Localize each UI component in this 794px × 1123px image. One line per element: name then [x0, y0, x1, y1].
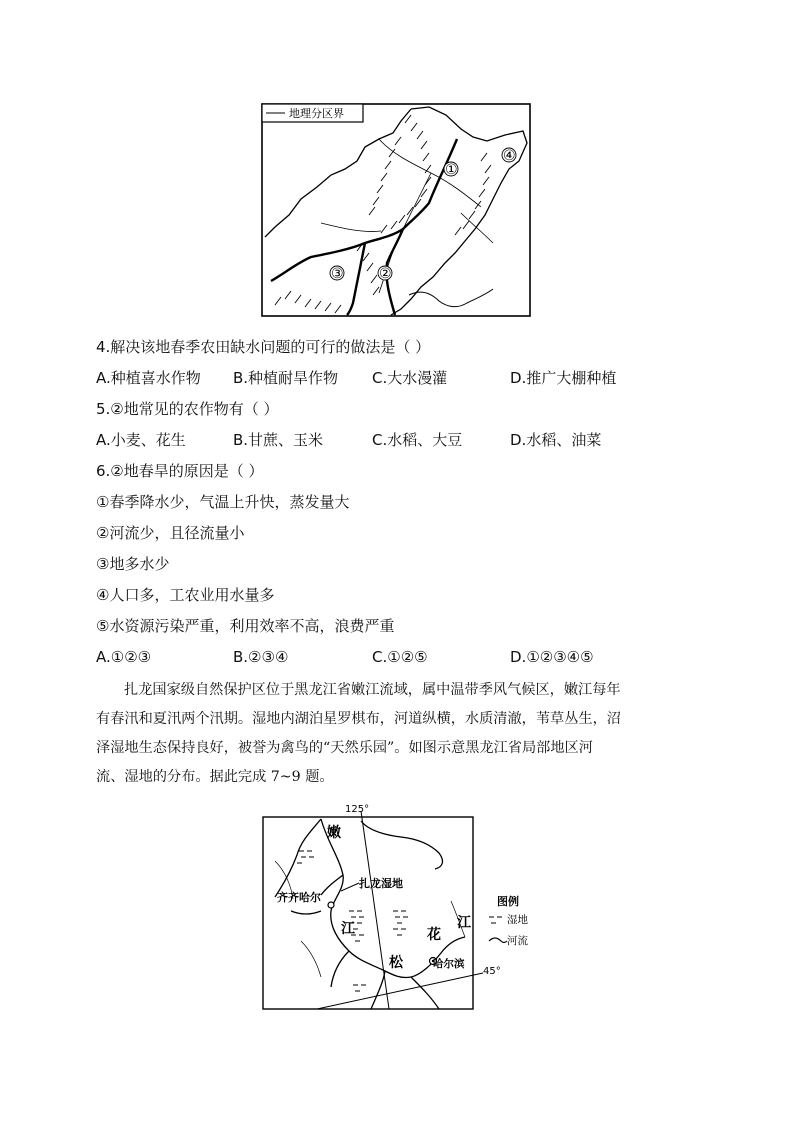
map1-legend-label: 地理分区界 — [289, 107, 344, 120]
question-6-stem: 6.②地春旱的原因是（ ） — [96, 462, 264, 480]
q6-option-d[interactable]: D.①②③④⑤ — [510, 648, 594, 666]
q4-option-b[interactable]: B.种植耐旱作物 — [233, 369, 339, 387]
northeast-region-map — [261, 103, 531, 317]
passage-line-1: 扎龙国家级自然保护区位于黑龙江省嫩江流域，属中温带季风气候区，嫩江每年 — [124, 682, 621, 698]
label-qiqihar: 齐齐哈尔 — [277, 891, 321, 904]
marker-1: ① — [445, 162, 458, 178]
latitude-label: 45° — [483, 966, 501, 977]
passage-line-4: 流、湿地的分布。据此完成 7~9 题。 — [96, 769, 334, 785]
q5-option-a[interactable]: A.小麦、花生 — [96, 431, 186, 449]
q5-option-c[interactable]: C.水稻、大豆 — [372, 431, 463, 449]
label-zhalong: 扎龙湿地 — [359, 877, 403, 890]
q6-statement-4: ④人口多，工农业用水量多 — [96, 586, 275, 604]
q6-statement-1: ①春季降水少，气温上升快，蒸发量大 — [96, 493, 350, 511]
qiqihar-dot — [328, 902, 334, 908]
marker-4: ④ — [503, 148, 516, 164]
marker-2: ② — [379, 266, 392, 282]
legend-title: 图例 — [497, 895, 519, 908]
label-song: 松 — [389, 955, 403, 971]
label-harbin: 哈尔滨 — [433, 958, 465, 970]
q4-option-d[interactable]: D.推广大棚种植 — [510, 369, 617, 387]
legend-wetland-label: 湿地 — [507, 914, 528, 926]
longitude-label: 125° — [345, 804, 370, 815]
zhalong-wetland-map — [261, 801, 537, 1011]
q5-option-b[interactable]: B.甘蔗、玉米 — [233, 431, 324, 449]
q4-option-c[interactable]: C.大水漫灌 — [372, 369, 448, 387]
reading-passage — [96, 676, 696, 792]
legend-wetland-symbol — [489, 917, 502, 923]
question-4-stem: 4.解决该地春季农田缺水问题的可行的做法是（ ） — [96, 338, 431, 356]
q6-statement-2: ②河流少，且径流量小 — [96, 524, 245, 542]
q6-option-b[interactable]: B.②③④ — [233, 648, 289, 666]
q5-option-d[interactable]: D.水稻、油菜 — [510, 431, 602, 449]
label-hua: 花 — [427, 927, 441, 943]
label-nen: 嫩 — [327, 825, 341, 841]
passage-line-2: 有春汛和夏汛两个汛期。湿地内湖泊星罗棋布，河道纵横，水质清澈，苇草丛生，沼 — [96, 711, 621, 727]
legend-river-label: 河流 — [507, 935, 528, 947]
marker-3: ③ — [331, 266, 344, 282]
q6-option-a[interactable]: A.①②③ — [96, 648, 152, 666]
label-jiang2: 江 — [457, 915, 471, 931]
q6-option-c[interactable]: C.①②⑤ — [372, 648, 428, 666]
q4-option-a[interactable]: A.种植喜水作物 — [96, 369, 201, 387]
q6-statement-5: ⑤水资源污染严重，利用效率不高，浪费严重 — [96, 617, 395, 635]
label-jiang1: 江 — [341, 921, 355, 937]
legend-river-symbol — [489, 938, 507, 943]
question-5-stem: 5.②地常见的农作物有（ ） — [96, 400, 279, 418]
q6-statement-3: ③地多水少 — [96, 555, 170, 573]
passage-line-3: 泽湿地生态保持良好，被誉为禽鸟的“天然乐园”。如图示意黑龙江省局部地区河 — [96, 740, 593, 756]
